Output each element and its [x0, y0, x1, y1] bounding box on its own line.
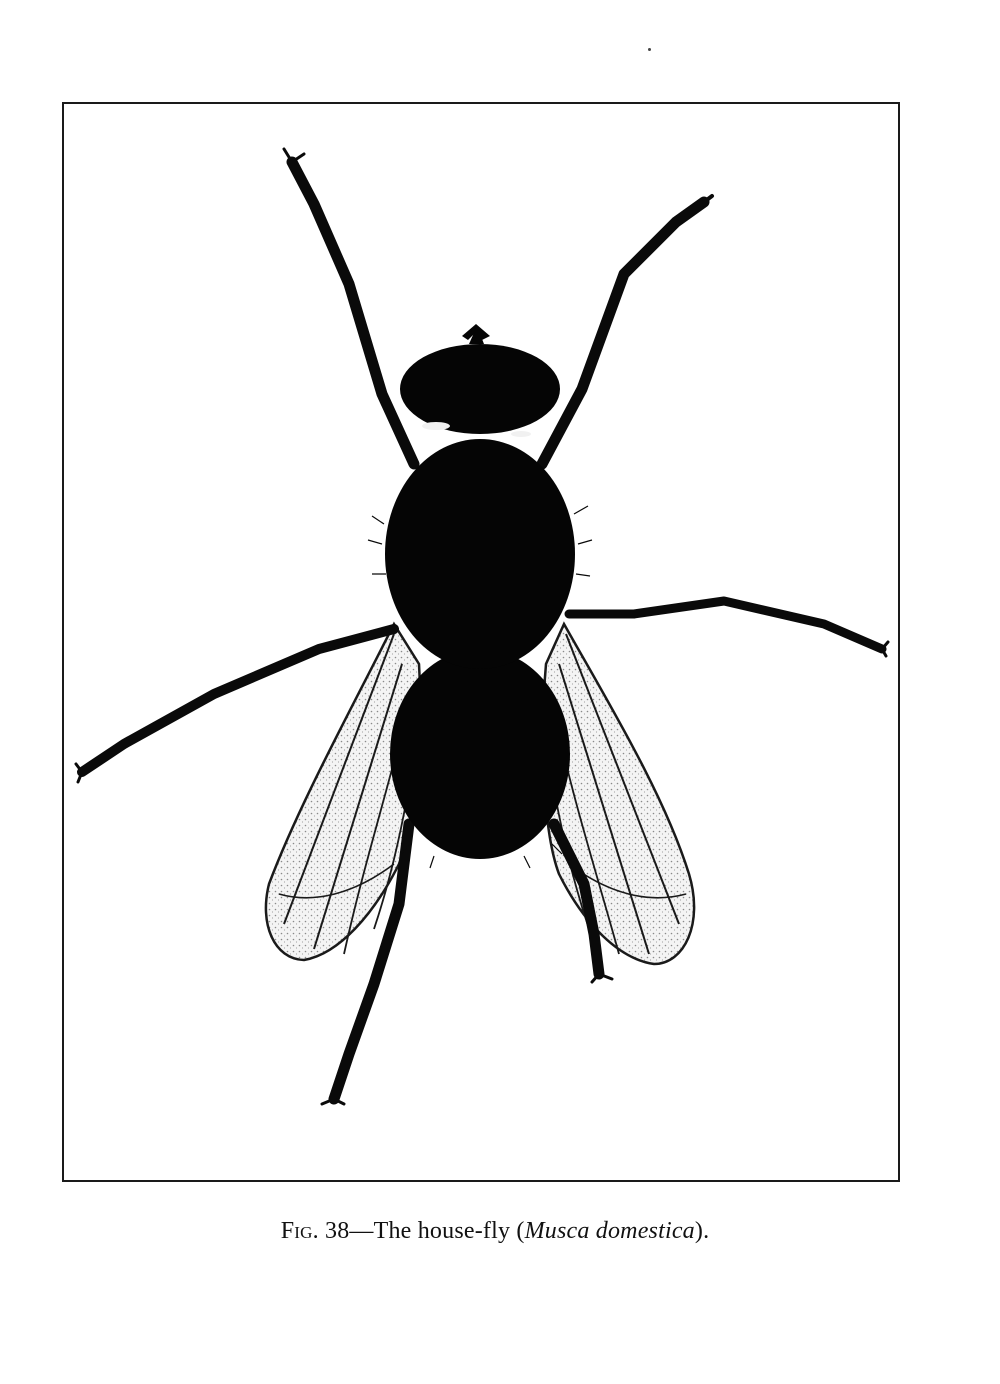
caption-paren-close: ). [694, 1218, 710, 1244]
figure-caption [0, 1218, 990, 1245]
figure-label: Fig. [280, 1218, 319, 1244]
caption-paren-open: ( [510, 1218, 525, 1244]
species-name: Musca domestica [524, 1218, 695, 1244]
figure-plate [62, 102, 900, 1182]
right-wing [543, 624, 694, 964]
house-fly-illustration [64, 104, 898, 1180]
caption-description: The house-fly [373, 1218, 511, 1244]
figure-number: 38 [325, 1218, 350, 1244]
page-speck [648, 48, 651, 51]
caption-dash: — [349, 1218, 374, 1244]
fly-body [385, 324, 575, 859]
